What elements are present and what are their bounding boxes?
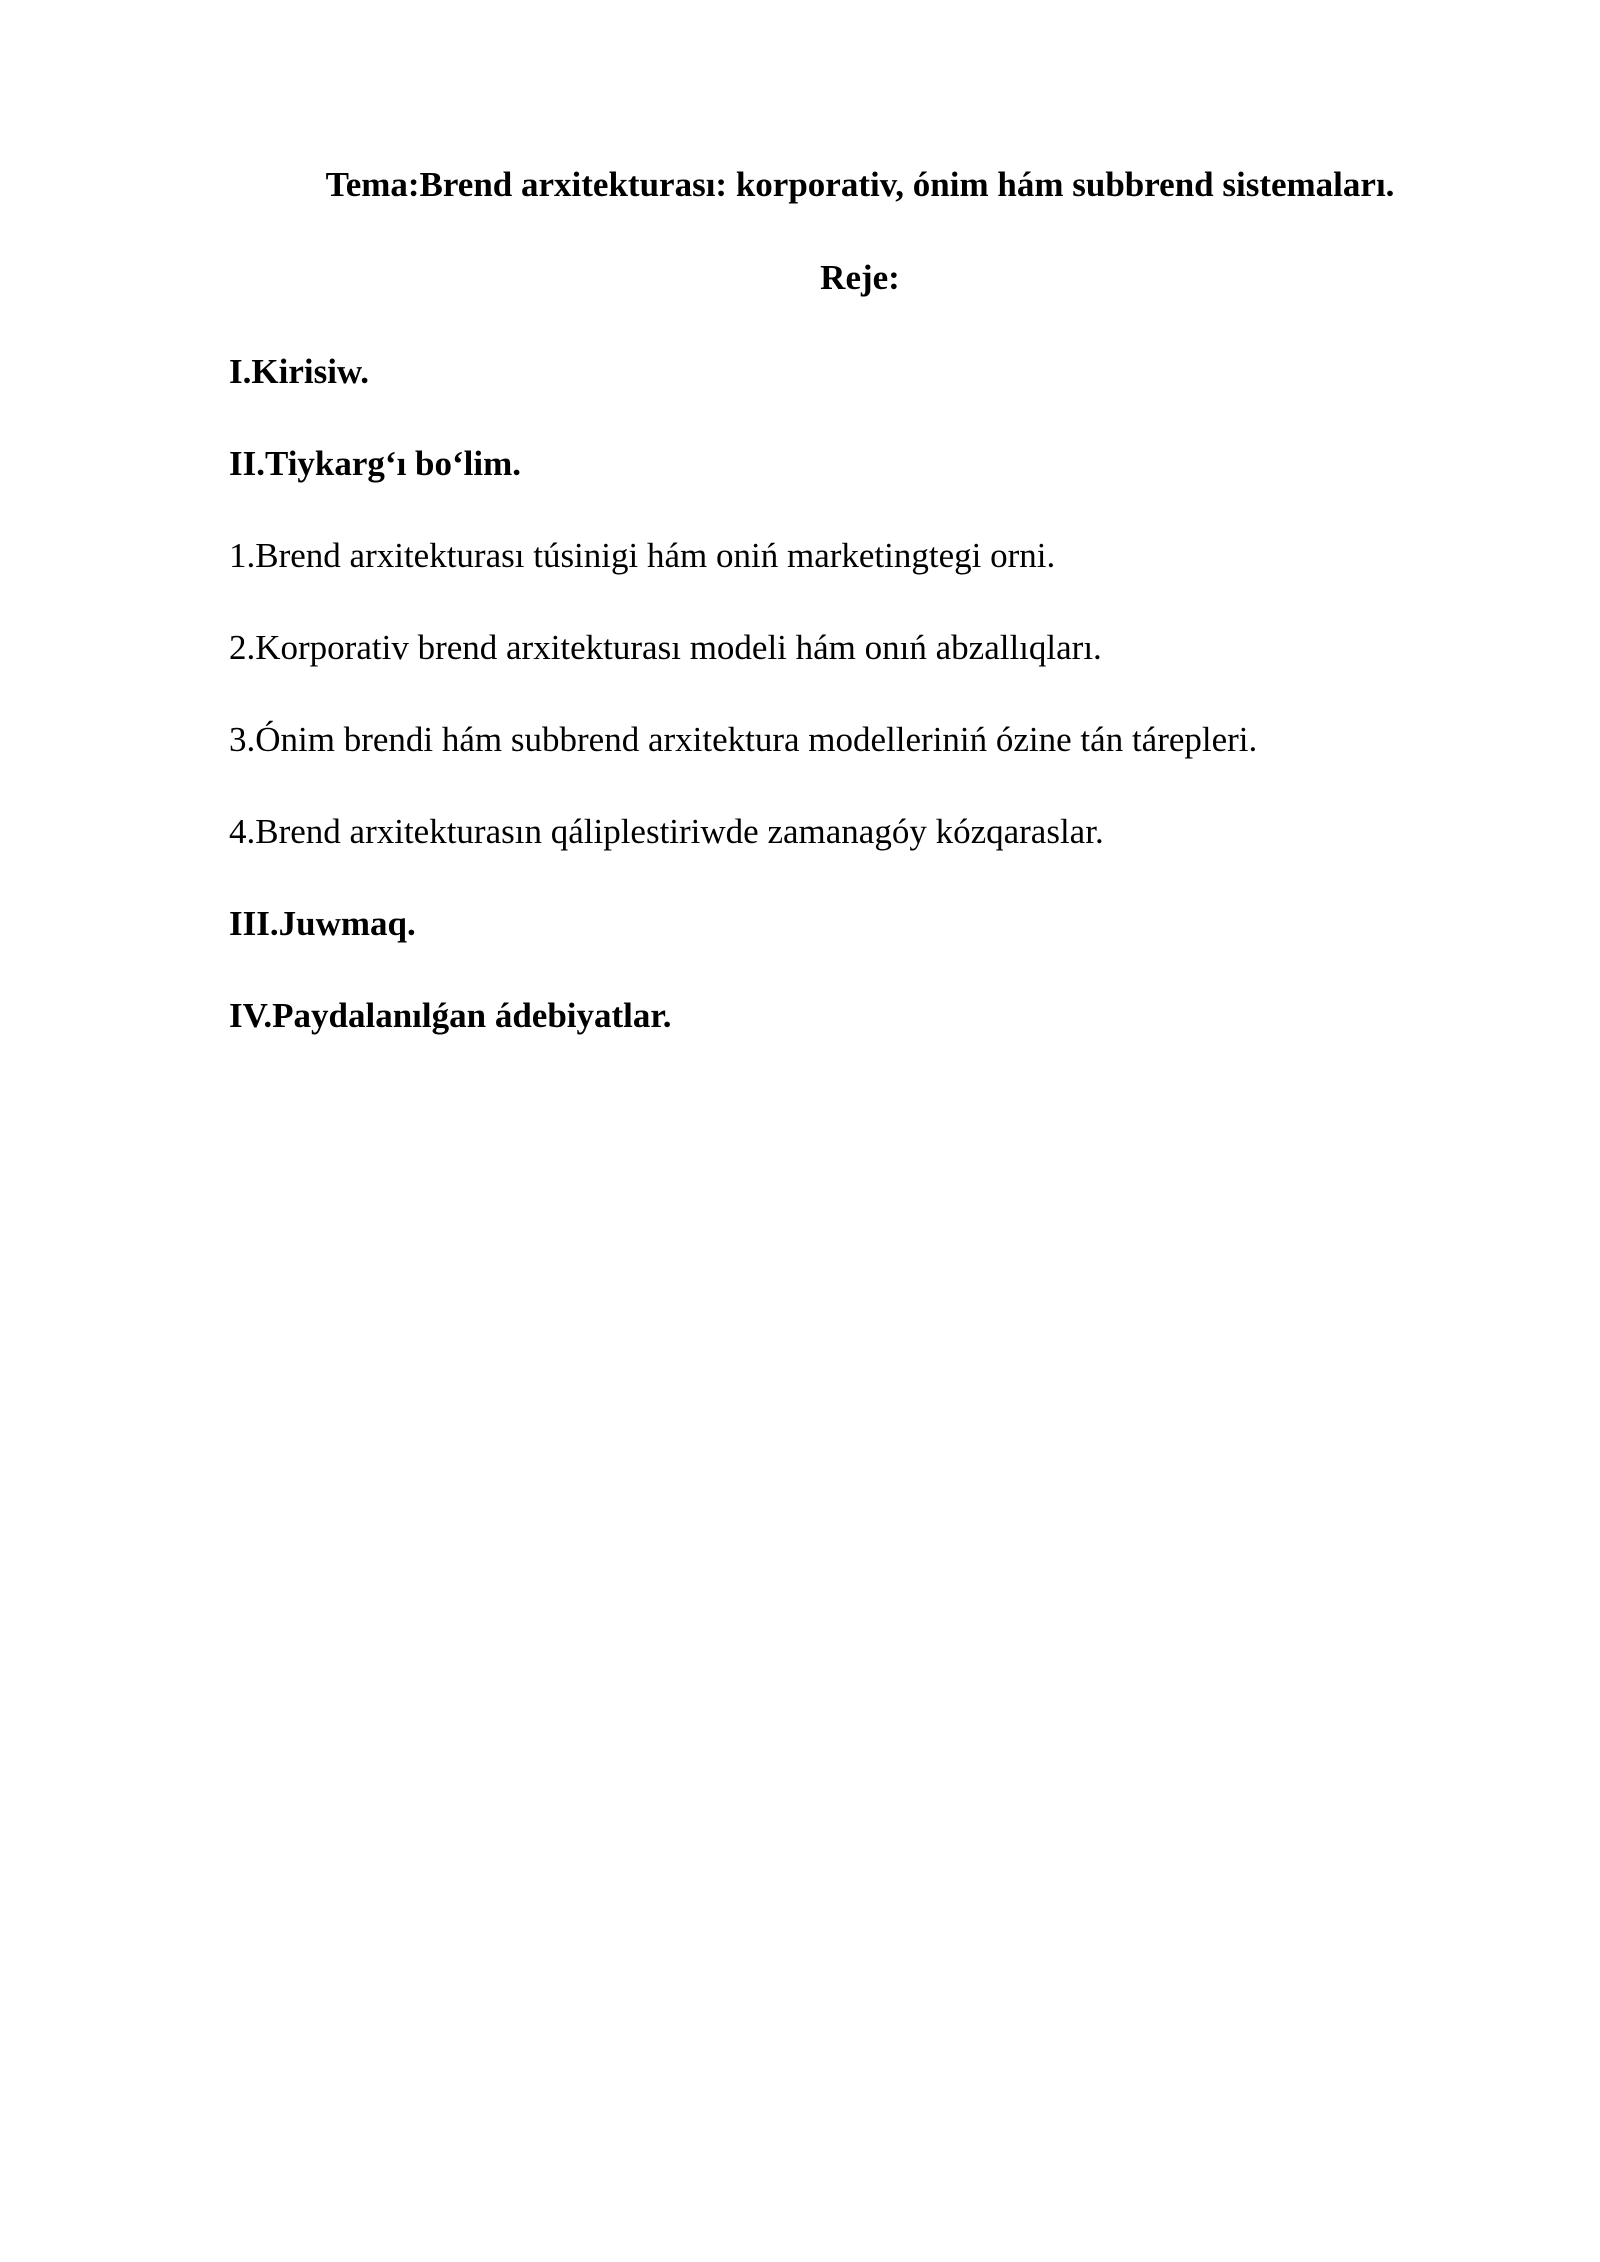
plan-item-conclusion: III.Juwmaq. — [229, 904, 416, 943]
plan-item-subsection-1: 1.Brend arxitekturası túsinigi hám oniń marketingtegi orni. — [229, 536, 1056, 575]
plan-item-introduction: I.Kirisiw. — [229, 352, 370, 391]
plan-item-subsection-4: 4.Brend arxitekturasın qáliplestiriwde zamanagóy kózqaraslar. — [229, 812, 1104, 851]
plan-item-subsection-3: 3.Ónim brendi hám subbrend arxitektura modelleriniń ózine tán tárepleri. — [229, 720, 1258, 759]
plan-item-subsection-2: 2.Korporativ brend arxitekturası modeli hám onıń abzallıqları. — [229, 628, 1102, 667]
plan-item-references: IV.Paydalanılǵan ádebiyatlar. — [229, 996, 672, 1035]
plan-item-main-part: II.Tiykarg‘ı bo‘lim. — [229, 444, 522, 483]
document-title: Tema:Brend arxitekturası: korporativ, ónim hám subbrend sistemaları. — [325, 165, 1395, 204]
plan-heading: Reje: — [820, 258, 900, 297]
